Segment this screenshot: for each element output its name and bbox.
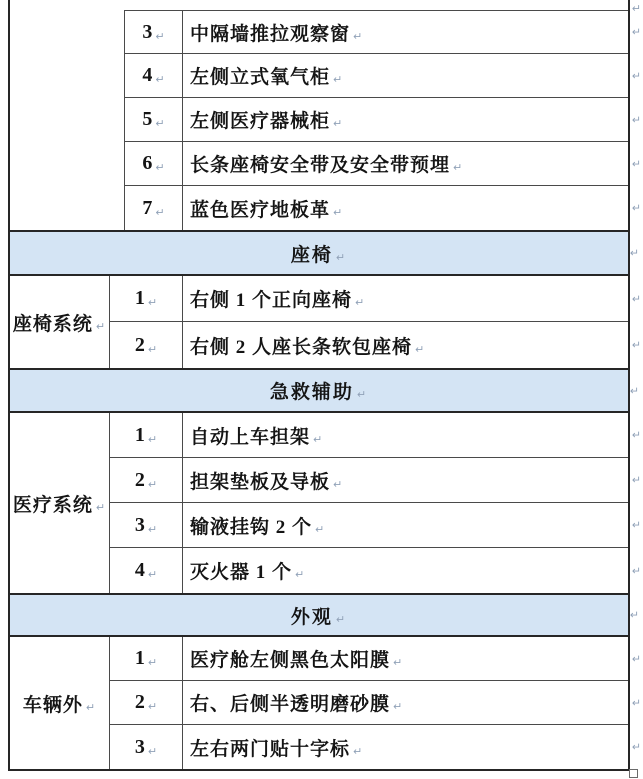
paragraph-mark-icon: ↵ [333,477,344,491]
row-number: 5 [142,108,153,130]
category-cell-empty[interactable] [10,10,125,230]
category-label: 医疗系统 [12,494,93,516]
row-end-mark-icon: ↵ [631,564,641,577]
table-row [110,725,641,769]
item-text: 灭火器 1 个 [190,562,293,583]
paragraph-mark-icon: ↵ [85,700,97,714]
section-seat-system [10,276,641,368]
equipment-table [8,0,641,771]
row-number-cell[interactable] [110,725,183,769]
paragraph-mark-icon: ↵ [155,161,165,174]
item-text: 右侧 1 个正向座椅 [190,290,353,311]
table-row [110,458,641,503]
row-end-mark-icon: ↵ [631,25,641,39]
paragraph-mark-icon: ↵ [335,250,348,264]
row-number-cell[interactable] [110,681,183,724]
row-number-cell[interactable] [110,276,183,321]
paragraph-mark-icon: ↵ [147,656,158,669]
category-cell-medical-system[interactable] [10,413,110,593]
item-text-cell[interactable] [183,54,628,97]
table-row [110,548,641,593]
item-text: 左右两门贴十字标 [190,738,351,760]
row-end-mark-icon: ↵ [631,518,641,532]
table-row [125,186,641,230]
item-text-cell[interactable] [183,142,628,185]
category-label: 座椅系统 [12,313,93,335]
table-row [110,276,641,322]
row-number-cell[interactable] [110,413,183,457]
item-text: 左侧医疗器械柜 [190,111,331,132]
paragraph-mark-icon: ↵ [147,700,158,713]
table-row [110,637,641,681]
paragraph-mark-icon: ↵ [155,117,165,130]
section-cabin-items [10,10,641,230]
paragraph-mark-icon: ↵ [95,500,107,514]
row-end-mark-icon: ↵ [631,338,641,352]
row-number: 1 [134,423,145,446]
table-row [110,413,641,458]
row-number-cell[interactable] [125,54,183,97]
category-cell-seat-system[interactable] [10,276,110,368]
paragraph-mark-icon: ↵ [415,342,426,356]
row-end-mark-icon: ↵ [631,696,641,709]
table-row [110,681,641,725]
paragraph-mark-icon: ↵ [393,656,404,669]
section-header-label: 急救辅助 [269,382,354,403]
row-number: 2 [134,691,145,713]
paragraph-mark-icon: ↵ [315,522,326,536]
row-number: 1 [134,647,145,669]
item-text-cell[interactable] [183,725,628,769]
section-medical-system [10,413,641,593]
item-text-cell[interactable] [183,637,628,680]
row-number: 4 [142,64,153,86]
row-number: 2 [134,333,145,356]
row-end-mark-icon: ↵ [629,384,641,397]
item-text-cell[interactable] [183,413,628,457]
item-text: 自动上车担架 [190,426,311,448]
item-text: 蓝色医疗地板革 [190,199,331,221]
row-end-mark-icon: ↵ [631,652,641,665]
item-text-cell[interactable] [183,186,628,230]
row-end-mark-icon: ↵ [631,157,641,170]
row-number: 3 [134,735,145,758]
table-row [125,54,641,98]
row-number-cell[interactable] [125,11,183,53]
section-vehicle-exterior [10,637,641,769]
row-number: 3 [134,513,145,536]
table-row [125,98,641,142]
paragraph-mark-icon: ↵ [335,612,348,626]
row-number: 6 [142,152,153,174]
item-text-cell[interactable] [183,98,628,141]
item-text: 左侧立式氧气柜 [190,67,331,88]
row-end-mark-icon: ↵ [631,113,641,126]
paragraph-mark-icon: ↵ [155,205,165,219]
paragraph-mark-icon: ↵ [147,432,158,446]
item-text: 右、后侧半透明磨砂膜 [190,694,391,715]
paragraph-mark-icon: ↵ [353,29,364,43]
item-text-cell[interactable] [183,503,628,547]
row-end-mark-icon: ↵ [631,292,641,305]
table-resize-handle[interactable] [629,769,638,778]
paragraph-mark-icon: ↵ [147,568,158,581]
category-label: 车辆外 [22,694,83,716]
item-text: 担架垫板及导板 [190,471,331,493]
row-number: 2 [134,468,145,491]
section-header-label: 外观 [290,606,333,628]
row-end-mark-icon: ↵ [631,428,641,442]
item-text-cell[interactable] [183,548,628,593]
paragraph-mark-icon: ↵ [147,296,158,309]
paragraph-mark-icon: ↵ [147,744,158,758]
section-header-label: 座椅 [290,244,333,266]
paragraph-mark-icon: ↵ [147,522,158,536]
paragraph-mark-icon: ↵ [147,477,158,491]
row-end-mark-icon: ↵ [631,201,641,215]
row-end-mark-icon: ↵ [631,740,641,754]
paragraph-mark-icon: ↵ [295,568,306,581]
paragraph-mark-icon: ↵ [147,342,158,356]
row-number-cell[interactable] [110,637,183,680]
row-number: 3 [142,20,153,43]
row-number: 4 [134,559,145,581]
paragraph-mark-icon: ↵ [155,73,165,86]
row-number-cell[interactable] [125,142,183,185]
row-number-cell[interactable] [125,186,183,230]
paragraph-mark-icon: ↵ [453,161,464,174]
item-text: 长条座椅安全带及安全带预埋 [190,155,451,176]
row-number-cell[interactable] [110,503,183,547]
row-number: 7 [142,196,153,219]
cutoff-row-remainder [10,0,628,10]
table-row [110,322,641,368]
item-text-cell[interactable] [183,276,628,321]
paragraph-mark-icon: ↵ [333,205,344,219]
section-header-first-aid[interactable] [10,368,641,413]
item-text-cell[interactable] [183,322,628,368]
section-header-seats[interactable] [10,230,641,276]
category-cell-vehicle-exterior[interactable] [10,637,110,769]
item-text: 医疗舱左侧黑色太阳膜 [190,650,391,671]
paragraph-mark-icon: ↵ [356,388,369,401]
paragraph-mark-icon: ↵ [313,432,324,446]
row-number-cell[interactable] [110,322,183,368]
item-text-cell[interactable] [183,681,628,724]
row-end-mark-icon: ↵ [629,246,641,260]
row-number-cell[interactable] [110,458,183,502]
row-end-mark-icon: ↵ [631,473,641,487]
paragraph-mark-icon: ↵ [393,700,404,713]
row-number-cell[interactable] [125,98,183,141]
row-end-mark-icon: ↵ [631,69,641,82]
item-text: 中隔墙推拉观察窗 [190,23,351,45]
paragraph-mark-icon: ↵ [333,117,344,130]
table-row [125,11,641,54]
item-text-cell[interactable] [183,458,628,502]
paragraph-mark-icon: ↵ [95,319,107,333]
paragraph-mark-icon: ↵ [333,73,344,86]
table-row [125,142,641,186]
paragraph-mark-icon: ↵ [155,29,165,43]
table-row [110,503,641,548]
paragraph-mark-icon: ↵ [353,744,364,758]
section-header-exterior[interactable] [10,593,641,637]
item-text: 输液挂钩 2 个 [190,516,313,538]
paragraph-mark-icon: ↵ [631,2,641,15]
item-text: 右侧 2 人座长条软包座椅 [190,336,413,358]
row-end-mark-icon: ↵ [629,608,641,622]
item-text-cell[interactable] [183,11,628,53]
paragraph-mark-icon: ↵ [355,296,366,309]
row-number-cell[interactable] [110,548,183,593]
row-number: 1 [134,287,145,309]
